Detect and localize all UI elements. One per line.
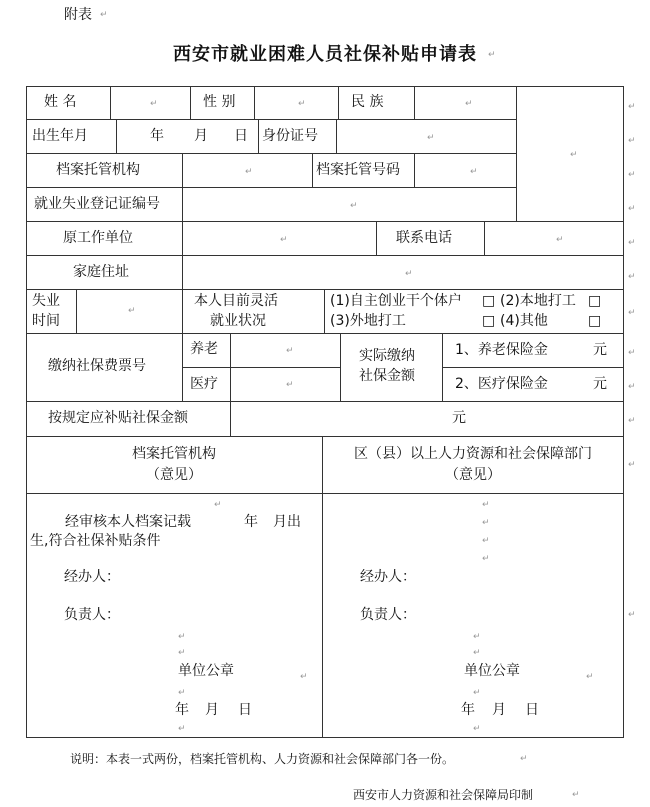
grid-line (336, 119, 337, 153)
grid-line (26, 221, 624, 222)
receipt-number-label: 缴纳社保费票号 (48, 358, 146, 374)
paragraph-mark: ↵ (628, 102, 636, 112)
grid-line (376, 221, 377, 255)
paragraph-mark: ↵ (482, 554, 490, 564)
gender-label: 性 别 (203, 94, 236, 110)
right-date-year: 年 (461, 702, 475, 718)
id-number-label: 身份证号 (262, 128, 318, 144)
medical-amount-label: 2、医疗保险金 (455, 376, 548, 392)
checkbox-2[interactable]: □ (588, 293, 602, 309)
paragraph-mark: ↵ (178, 724, 186, 734)
pension-yuan-unit: 元 (593, 342, 607, 358)
medical-yuan-unit: 元 (593, 376, 607, 392)
grid-line (26, 333, 624, 334)
paragraph-mark: ↵ (628, 460, 636, 470)
grid-line (26, 493, 624, 494)
home-address-label: 家庭住址 (73, 264, 129, 280)
right-handler-label: 经办人： (360, 569, 416, 585)
paragraph-mark: ↵ (628, 348, 636, 358)
review-year-unit: 年 (244, 514, 258, 530)
grid-line (182, 255, 183, 289)
grid-line (182, 333, 183, 401)
left-date-year: 年 (175, 702, 189, 718)
paragraph-mark: ↵ (245, 167, 253, 177)
checkbox-1[interactable]: □ (482, 293, 496, 309)
review-month-unit: 月出 (273, 514, 301, 530)
grid-line (312, 153, 313, 187)
grid-line (338, 86, 339, 120)
paragraph-mark: ↵ (628, 308, 636, 318)
grid-line (190, 86, 191, 120)
paragraph-mark: ↵ (628, 610, 636, 620)
left-responsible-label: 负责人： (64, 607, 120, 623)
paragraph-mark: ↵ (488, 50, 496, 60)
pension-amount-label: 1、养老保险金 (455, 342, 548, 358)
birth-label: 出生年月 (32, 128, 88, 144)
previous-employer-label: 原工作单位 (63, 230, 133, 246)
paragraph-mark: ↵ (628, 416, 636, 426)
grid-line (110, 86, 111, 120)
unemployment-time-label-1: 失业 (32, 293, 60, 309)
grid-line (26, 289, 624, 290)
paragraph-mark: ↵ (473, 724, 481, 734)
grid-line (258, 119, 259, 153)
paragraph-mark: ↵ (473, 688, 481, 698)
paragraph-mark: ↵ (178, 688, 186, 698)
grid-line (182, 221, 183, 255)
archive-org-label: 档案托管机构 (56, 162, 140, 178)
paragraph-mark: ↵ (470, 167, 478, 177)
pension-label: 养老 (190, 341, 218, 357)
footnote: 说明：本表一式两份，档案托管机构、人力资源和社会保障部门各一份。 (70, 752, 455, 766)
right-date-day: 日 (525, 702, 539, 718)
grid-line (26, 119, 516, 120)
paragraph-mark: ↵ (286, 346, 294, 356)
paragraph-mark: ↵ (465, 99, 473, 109)
grid-line (26, 436, 624, 437)
checkbox-3[interactable]: □ (482, 313, 496, 329)
grid-line (414, 153, 415, 187)
paragraph-mark: ↵ (628, 204, 636, 214)
paragraph-mark: ↵ (214, 500, 222, 510)
grid-line (442, 367, 624, 368)
grid-line (484, 221, 485, 255)
grid-line (516, 86, 517, 221)
flex-employment-label-1: 本人目前灵活 (194, 293, 278, 309)
grid-line (26, 187, 516, 188)
right-responsible-label: 负责人： (360, 607, 416, 623)
birth-day-unit: 日 (234, 128, 248, 144)
paragraph-mark: ↵ (628, 238, 636, 248)
paragraph-mark: ↵ (482, 518, 490, 528)
grid-line (26, 153, 516, 154)
paragraph-mark: ↵ (520, 754, 528, 764)
name-label: 姓 名 (44, 94, 77, 110)
hr-department-opinion-subheader: （意见） (445, 467, 501, 483)
actual-paid-label-2: 社保金额 (359, 368, 415, 384)
paragraph-mark: ↵ (482, 536, 490, 546)
paragraph-mark: ↵ (427, 133, 435, 143)
paragraph-mark: ↵ (178, 648, 186, 658)
paragraph-mark: ↵ (405, 269, 413, 279)
grid-line (26, 255, 624, 256)
archive-org-opinion-header: 档案托管机构 (132, 446, 216, 462)
paragraph-mark: ↵ (473, 648, 481, 658)
option-self-employed: (1)自主创业干个体户 (330, 293, 462, 309)
birth-year-unit: 年 (150, 128, 164, 144)
appendix-label: 附表 (64, 7, 92, 23)
paragraph-mark: ↵ (280, 235, 288, 245)
paragraph-mark: ↵ (150, 99, 158, 109)
paragraph-mark: ↵ (572, 790, 580, 800)
paragraph-mark: ↵ (286, 380, 294, 390)
paragraph-mark: ↵ (628, 170, 636, 180)
birth-month-unit: 月 (194, 128, 208, 144)
option-local-work: (2)本地打工 (500, 293, 576, 309)
grid-line (182, 187, 183, 221)
option-other: (4)其他 (500, 313, 548, 329)
grid-line (324, 289, 325, 333)
subsidy-amount-label: 按规定应补贴社保金额 (48, 410, 188, 426)
paragraph-mark: ↵ (556, 235, 564, 245)
paragraph-mark: ↵ (178, 632, 186, 642)
archive-org-opinion-subheader: （意见） (146, 467, 202, 483)
right-date-month: 月 (492, 702, 506, 718)
paragraph-mark: ↵ (100, 10, 108, 20)
paragraph-mark: ↵ (628, 382, 636, 392)
paragraph-mark: ↵ (482, 500, 490, 510)
hr-department-opinion-header: 区（县）以上人力资源和社会保障部门 (354, 446, 592, 462)
paragraph-mark: ↵ (300, 672, 308, 682)
ethnicity-label: 民 族 (351, 94, 384, 110)
registration-number-label: 就业失业登记证编号 (34, 196, 160, 212)
issuer-line: 西安市人力资源和社会保障局印制 (353, 788, 534, 802)
form-title: 西安市就业困难人员社保补贴申请表 (173, 44, 477, 65)
grid-line (116, 119, 117, 153)
medical-label: 医疗 (190, 376, 218, 392)
grid-line (442, 333, 443, 401)
archive-number-label: 档案托管号码 (316, 162, 400, 178)
grid-line (76, 289, 77, 333)
review-statement: 经审核本人档案记载 (65, 514, 191, 530)
paragraph-mark: ↵ (628, 136, 636, 146)
paragraph-mark: ↵ (298, 99, 306, 109)
actual-paid-label-1: 实际缴纳 (359, 348, 415, 364)
subsidy-yuan-unit: 元 (452, 410, 466, 426)
unemployment-time-label-2: 时间 (32, 313, 60, 329)
paragraph-mark: ↵ (586, 672, 594, 682)
grid-line (254, 86, 255, 120)
right-seal-label: 单位公章 (464, 663, 520, 679)
grid-line (230, 333, 231, 401)
checkbox-4[interactable]: □ (588, 313, 602, 329)
grid-line (182, 367, 340, 368)
option-outside-work: (3)外地打工 (330, 313, 406, 329)
grid-line (414, 86, 415, 120)
paragraph-mark: ↵ (473, 632, 481, 642)
grid-line (340, 333, 341, 401)
left-handler-label: 经办人： (64, 569, 120, 585)
paragraph-mark: ↵ (628, 272, 636, 282)
phone-label: 联系电话 (396, 230, 452, 246)
flex-employment-label-2: 就业状况 (210, 313, 266, 329)
paragraph-mark: ↵ (570, 150, 578, 160)
left-date-month: 月 (205, 702, 219, 718)
grid-line (26, 401, 624, 402)
paragraph-mark: ↵ (128, 306, 136, 316)
left-seal-label: 单位公章 (178, 663, 234, 679)
review-statement-2: 生,符合社保补贴条件 (30, 533, 161, 549)
grid-line (230, 401, 231, 436)
left-date-day: 日 (238, 702, 252, 718)
paragraph-mark: ↵ (350, 201, 358, 211)
grid-line (182, 289, 183, 333)
grid-line (182, 153, 183, 187)
